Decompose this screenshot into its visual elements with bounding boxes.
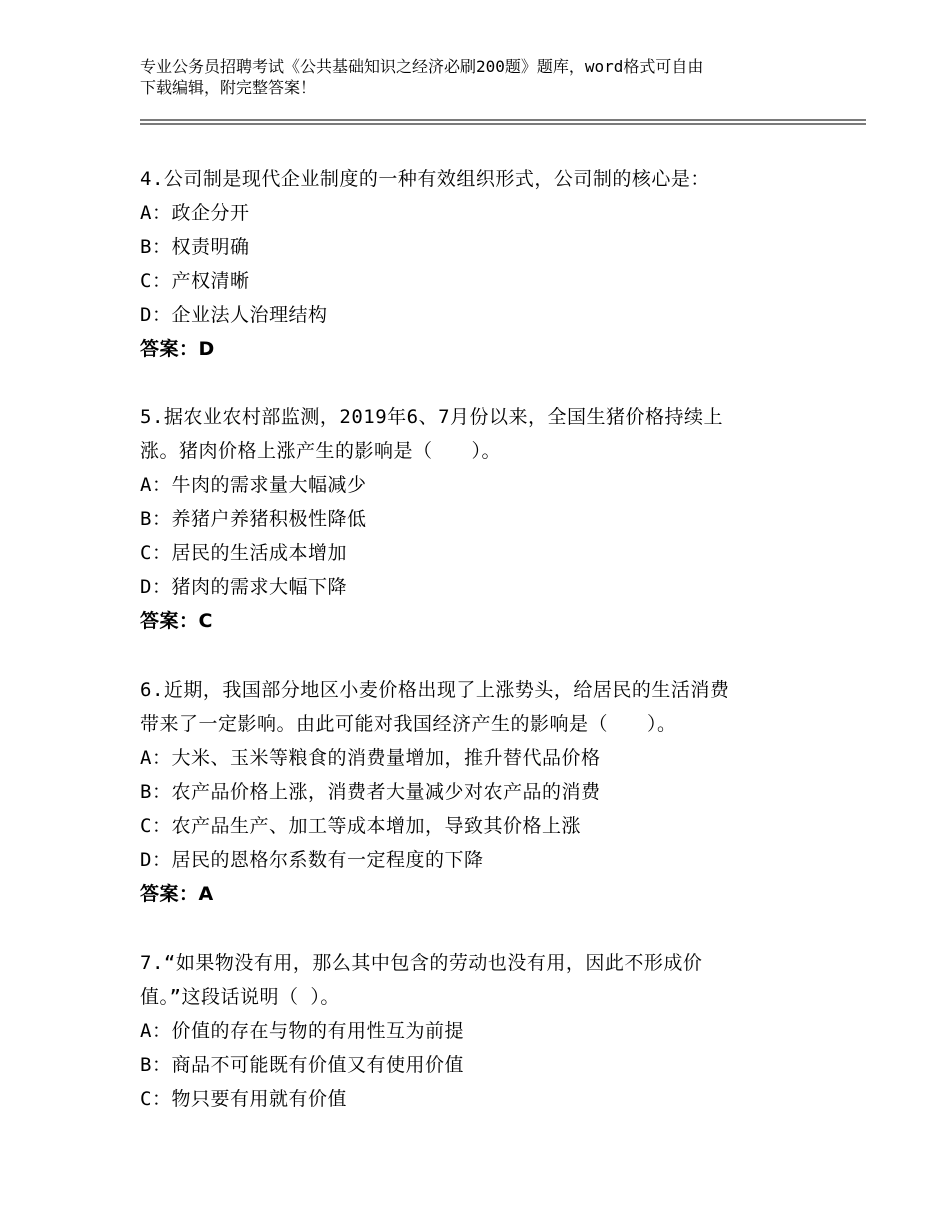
option-c: C：产权清晰 — [140, 270, 250, 292]
answer: 答案：D — [140, 338, 215, 360]
header-line-1: 专业公务员招聘考试《公共基础知识之经济必刷200题》题库，word格式可自由 — [140, 57, 704, 76]
option-c: C：居民的生活成本增加 — [140, 542, 347, 564]
question-4 — [140, 162, 800, 366]
option-d: D：居民的恩格尔系数有一定程度的下降 — [140, 849, 484, 871]
question-stem: 7.“如果物没有用，那么其中包含的劳动也没有用，因此不形成价 — [140, 952, 703, 974]
question-6 — [140, 673, 800, 911]
question-5 — [140, 400, 800, 638]
option-d: D：企业法人治理结构 — [140, 304, 328, 326]
option-a: A：价值的存在与物的有用性互为前提 — [140, 1020, 464, 1042]
header-divider — [140, 119, 866, 125]
document-header — [140, 56, 820, 98]
option-c: C：农产品生产、加工等成本增加，导致其价格上涨 — [140, 815, 581, 837]
question-stem: 值。”这段话说明（ ）。 — [140, 986, 340, 1008]
question-stem: 带来了一定影响。由此可能对我国经济产生的影响是（ ）。 — [140, 713, 677, 735]
question-stem: 4.公司制是现代企业制度的一种有效组织形式，公司制的核心是： — [140, 168, 710, 190]
option-d: D：猪肉的需求大幅下降 — [140, 576, 347, 598]
question-stem: 6.近期，我国部分地区小麦价格出现了上涨势头，给居民的生活消费 — [140, 679, 730, 701]
option-a: A：牛肉的需求量大幅减少 — [140, 474, 367, 496]
option-a: A：政企分开 — [140, 202, 250, 224]
option-b: B：商品不可能既有价值又有使用价值 — [140, 1054, 464, 1076]
option-a: A：大米、玉米等粮食的消费量增加，推升替代品价格 — [140, 747, 601, 769]
option-b: B：权责明确 — [140, 236, 250, 258]
question-stem: 涨。猪肉价格上涨产生的影响是（ ）。 — [140, 440, 502, 462]
option-b: B：农产品价格上涨，消费者大量减少对农产品的消费 — [140, 781, 601, 803]
question-7 — [140, 946, 800, 1116]
option-b: B：养猪户养猪积极性降低 — [140, 508, 367, 530]
answer: 答案：A — [140, 883, 214, 905]
question-stem: 5.据农业农村部监测，2019年6、7月份以来，全国生猪价格持续上 — [140, 406, 724, 428]
answer: 答案：C — [140, 610, 213, 632]
header-line-2: 下载编辑，附完整答案！ — [140, 78, 317, 97]
option-c: C：物只要有用就有价值 — [140, 1088, 347, 1110]
